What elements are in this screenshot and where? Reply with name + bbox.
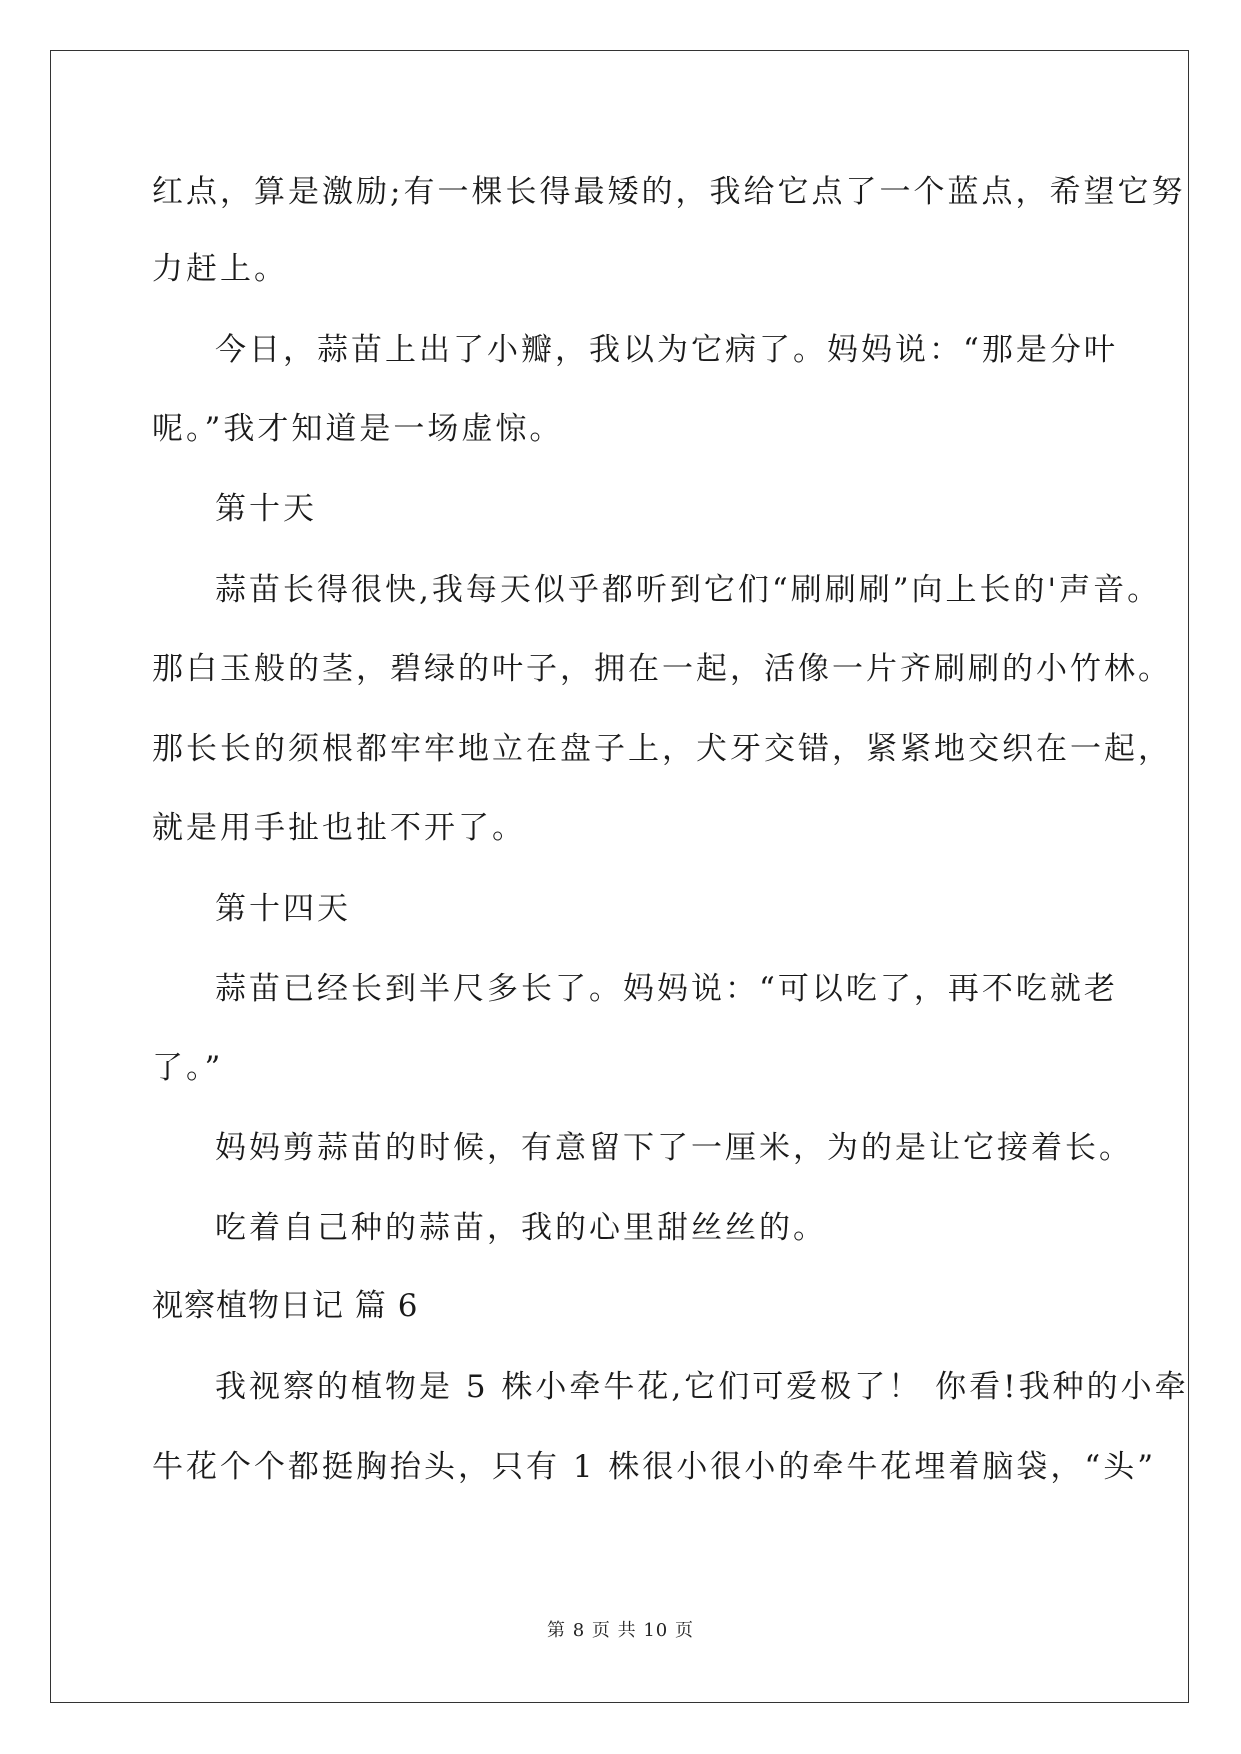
paragraph-line-13: 妈妈剪蒜苗的时候，有意留下了一厘米，为的是让它接着长。: [215, 1130, 1133, 1166]
section-heading-day-14: 第十四天: [215, 891, 351, 927]
paragraph-line-12: 了。”: [152, 1050, 224, 1086]
section-heading-day-10: 第十天: [215, 491, 317, 527]
paragraph-line-16: 我视察的植物是 5 株小牵牛花,它们可爱极了！ 你看!我种的小牵: [215, 1369, 1189, 1405]
paragraph-line-6: 蒜苗长得很快,我每天似乎都听到它们“刷刷刷”向上长的'声音。: [215, 572, 1162, 608]
paragraph-line-7: 那白玉般的茎，碧绿的叶子，拥在一起，活像一片齐刷刷的小竹林。: [152, 651, 1172, 687]
page-number-footer: 第 8 页 共 10 页: [547, 1620, 694, 1641]
paragraph-line-2: 力赶上。: [152, 251, 288, 287]
paragraph-line-3: 今日，蒜苗上出了小瓣，我以为它病了。妈妈说：“那是分叶: [215, 332, 1118, 368]
article-title: 视察植物日记 篇 6: [152, 1288, 419, 1324]
paragraph-line-9: 就是用手扯也扯不开了。: [152, 810, 526, 846]
paragraph-line-14: 吃着自己种的蒜苗，我的心里甜丝丝的。: [215, 1210, 827, 1246]
paragraph-line-8: 那长长的须根都牢牢地立在盘子上，犬牙交错，紧紧地交织在一起，: [152, 731, 1172, 767]
paragraph-line-4: 呢。”我才知道是一场虚惊。: [152, 411, 564, 447]
paragraph-line-11: 蒜苗已经长到半尺多长了。妈妈说：“可以吃了，再不吃就老: [215, 971, 1118, 1007]
paragraph-line-17: 牛花个个都挺胸抬头，只有 1 株很小很小的牵牛花埋着脑袋，“头”: [152, 1449, 1157, 1485]
paragraph-line-1: 红点，算是激励;有一棵长得最矮的，我给它点了一个蓝点，希望它努: [152, 174, 1186, 210]
